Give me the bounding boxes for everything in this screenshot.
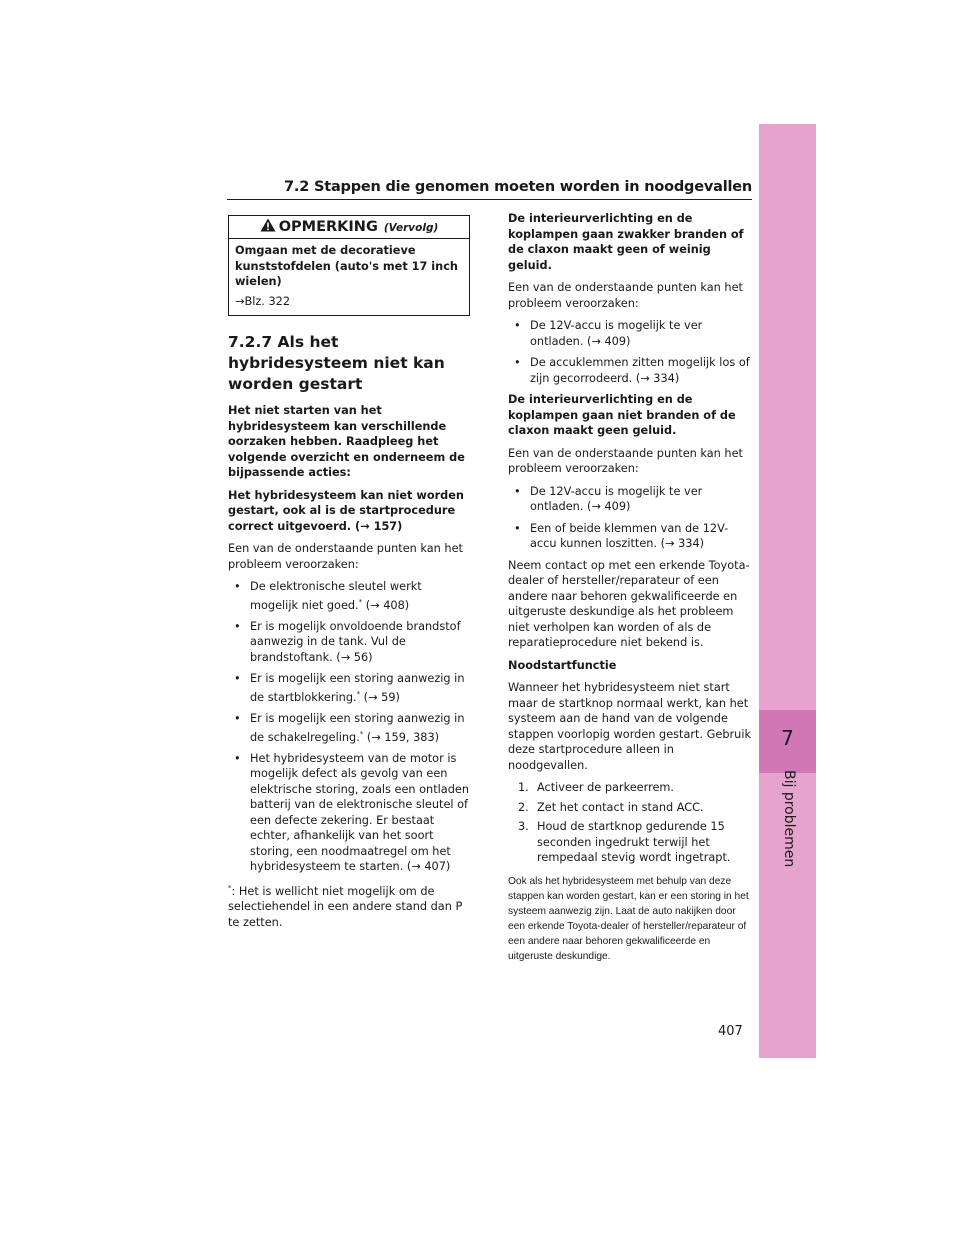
chapter-side-tab (759, 124, 816, 1058)
list-item: • Er is mogelijk onvoldoende brandstof aanwezig in de tank. Vul de brandstoftank. (→ 56) (228, 619, 470, 666)
case2-intro: Een van de onderstaande punten kan het probleem veroorzaken: (508, 281, 743, 310)
list-item: 1. Activeer de parkeerrem. (518, 781, 675, 794)
footnote: *: Het is wellicht niet mogelijk om de selectiehendel in een andere stand dan P te zetten. (228, 883, 463, 929)
note-box (228, 215, 470, 316)
chapter-number: 7 (781, 726, 794, 750)
left-column (228, 211, 470, 937)
note-body (229, 239, 469, 309)
note-continued-label: (Vervolg) (383, 222, 439, 234)
list-item: • De elektronische sleutel werkt mogelijk niet goed.* (→ 408) (228, 579, 470, 613)
list-item: • De accuklemmen zitten mogelijk los of zijn gecorrodeerd. (→ 334) (508, 355, 753, 386)
intro-text: Het niet starten van het hybridesysteem kan verschillende oorzaken hebben. Raadpleeg het volgende overzicht en onderneem de bijpassende acties: (228, 404, 465, 479)
list-item: • Het hybridesysteem van de motor is mogelijk defect als gevolg van een elektrische storing, zoals een ontladen batterij van de elektronische sleutel of een defecte zekering. Er bestaat echter, afhankelijk van het soort storing, een noodmaatregel om het hybridesysteem te starten. (→ 407) (228, 751, 470, 875)
right-column (508, 211, 753, 964)
case1-intro: Een van de onderstaande punten kan het probleem veroorzaken: (228, 542, 463, 571)
list-item: • De 12V-accu is mogelijk te ver ontladen. (→ 409) (508, 484, 753, 515)
list-item: 2. Zet het contact in stand ACC. (518, 800, 704, 814)
header-rule (227, 199, 752, 200)
case3-intro: Een van de onderstaande punten kan het probleem veroorzaken: (508, 446, 743, 475)
final-note: Ook als het hybridesysteem met behulp van deze stappen kan worden gestart, kan er een storing in het systeem aanwezig zijn. Laat de auto nakijken door een erkende Toyota-dealer of hersteller/reparateur of een andere naar behoren gekwalificeerde en uitgeruste deskundige. (508, 875, 749, 962)
chapter-title: Bij problemen (781, 770, 797, 868)
page-number: 407 (718, 1024, 743, 1039)
emergency-intro: Wanneer het hybridesysteem niet start maar de startknop normaal werkt, kan het systeem aan de hand van de volgende stappen voorlopig worden gestart. Gebruik deze startprocedure alleen in noodgevallen. (508, 681, 751, 772)
note-title: Omgaan met de decoratieve kunststofdelen (auto's met 17 inch wielen) (235, 244, 458, 288)
contact-text: Neem contact op met een erkende Toyota-dealer of hersteller/reparateur of een andere naar behoren gekwalificeerde en uitgeruste deskundige als het probleem niet verholpen kan worden of als de reparatieprocedure niet bekend is. (508, 558, 750, 649)
case2-title: De interieurverlichting en de koplampen gaan zwakker branden of de claxon maakt geen of weinig geluid. (508, 212, 744, 272)
list-item: • Er is mogelijk een storing aanwezig in de schakelregeling.* (→ 159, 383) (228, 711, 470, 745)
section-title: 7.2.7 Als het hybridesysteem niet kan worden gestart (228, 333, 445, 393)
warning-triangle-icon (260, 218, 276, 232)
case3-bullet-list (508, 484, 753, 552)
list-item: • Er is mogelijk een storing aanwezig in de startblokkering.* (→ 59) (228, 671, 470, 705)
list-item: 3. Houd de startknop gedurende 15 seconden ingedrukt terwijl het rempedaal stevig wordt ingetrapt. (518, 820, 731, 864)
case3-title: De interieurverlichting en de koplampen gaan niet branden of de claxon maakt geen geluid. (508, 393, 736, 437)
case1-title: Het hybridesysteem kan niet worden gestart, ook al is de startprocedure correct uitgevoerd. (→ 157) (228, 488, 464, 533)
note-heading (229, 216, 469, 239)
emergency-title: Noodstartfunctie (508, 658, 617, 672)
case1-bullet-list (228, 579, 470, 875)
note-heading-label: OPMERKING (278, 219, 378, 235)
emergency-steps (508, 780, 753, 866)
list-item: • De 12V-accu is mogelijk te ver ontladen. (→ 409) (508, 318, 753, 349)
list-item: • Een of beide klemmen van de 12V-accu kunnen loszitten. (→ 334) (508, 521, 753, 552)
case2-bullet-list (508, 318, 753, 386)
page-header-title: 7.2 Stappen die genomen moeten worden in noodgevallen (284, 179, 752, 195)
note-page-ref[interactable]: →Blz. 322 (235, 294, 291, 308)
